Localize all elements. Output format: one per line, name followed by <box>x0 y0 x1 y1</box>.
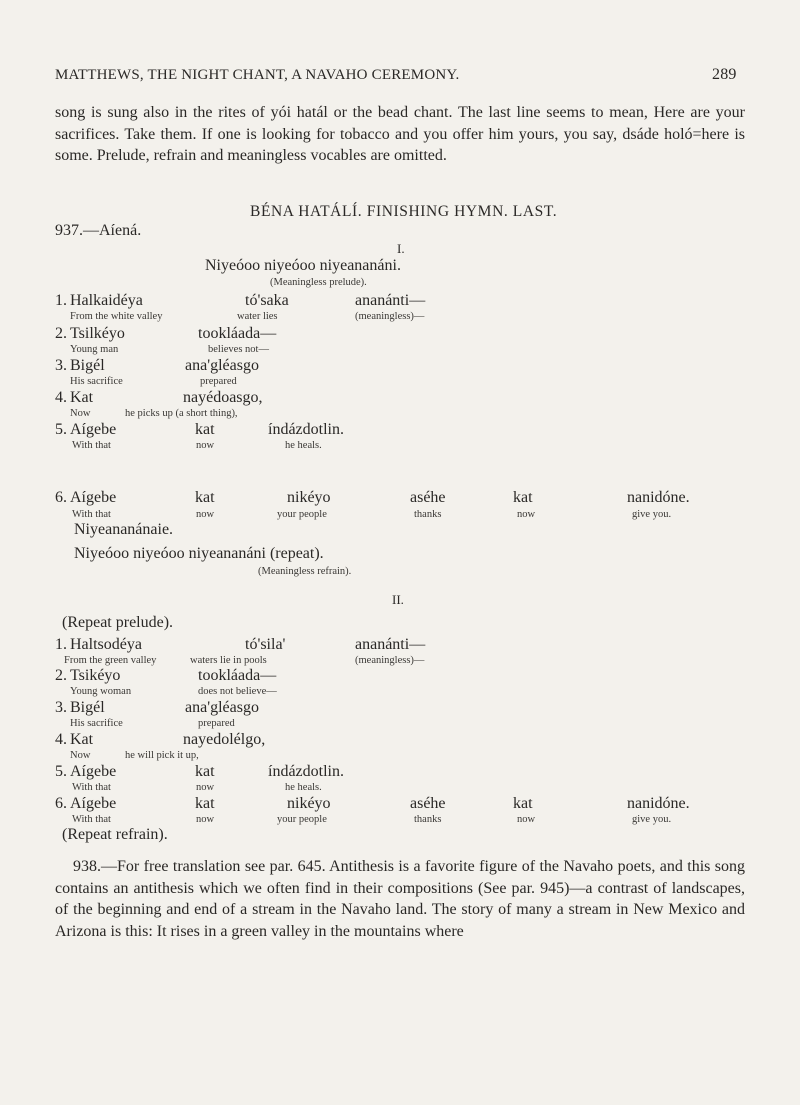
verse-word: Aígebe <box>70 421 117 438</box>
gloss-word: prepared <box>200 376 237 387</box>
line-number: 2. <box>55 667 67 684</box>
part-one-prelude: Niyeóoo niyeóoo niyeananáni. <box>205 257 401 274</box>
line-number: 3. <box>55 357 67 374</box>
verse-word: tookláada— <box>198 325 277 342</box>
gloss-word: (meaningless)— <box>355 311 425 322</box>
verse-word: Bigél <box>70 699 105 716</box>
gloss-word: give you. <box>632 814 672 825</box>
gloss-word: give you. <box>632 509 672 520</box>
part-two-repeat-prelude: (Repeat prelude). <box>62 614 174 631</box>
gloss-word: Now <box>70 750 91 761</box>
verse-word: nayedolélgo, <box>183 731 266 748</box>
gloss-word: now <box>196 814 215 825</box>
gloss-word: he heals. <box>285 440 322 451</box>
gloss-word: thanks <box>414 509 442 520</box>
verse-word: aséhe <box>410 795 446 812</box>
verse-word: ana'gléasgo <box>185 699 259 716</box>
gloss-word: water lies <box>237 311 278 322</box>
part-one-refrain-note: (Meaningless refrain). <box>258 566 352 577</box>
gloss-word: he picks up (a short thing), <box>125 408 238 419</box>
line-number: 2. <box>55 325 67 342</box>
gloss-word: does not believe— <box>198 686 277 697</box>
verse-word: kat <box>195 489 215 506</box>
intro-paragraph: song is sung also in the rites of yói hatál or the bead chant. The last line seems to mean, Here are your sacrifices. Take them. If one is looking for tobacco and you offer him yours, you say, dsáde holó=here is some. Prelude, refrain and meaningless vocables are omitted. <box>55 104 745 165</box>
verse-word: kat <box>513 795 533 812</box>
gloss-word: With that <box>72 814 111 825</box>
gloss-word: your people <box>277 814 327 825</box>
gloss-word: With that <box>72 782 111 793</box>
verse-word: índázdotlin. <box>268 421 344 438</box>
line-number: 4. <box>55 389 67 406</box>
verse-word: kat <box>195 421 215 438</box>
gloss-word: From the green valley <box>64 655 157 666</box>
gloss-word: now <box>196 509 215 520</box>
line-number: 5. <box>55 421 67 438</box>
verse-word: tó'sila' <box>245 636 286 653</box>
verse-word: Tsilkéyo <box>70 325 125 342</box>
verse-word: tookláada— <box>198 667 277 684</box>
gloss-word: His sacrifice <box>70 376 123 387</box>
page-number: 289 <box>712 66 737 83</box>
verse-word: kat <box>195 763 215 780</box>
gloss-word: With that <box>72 440 111 451</box>
verse-word: ananánti— <box>355 292 426 309</box>
line-number: 1. <box>55 636 67 653</box>
verse-word: kat <box>513 489 533 506</box>
gloss-word: Young woman <box>70 686 132 697</box>
verse-word: Aígebe <box>70 763 117 780</box>
gloss-word: he heals. <box>285 782 322 793</box>
line-number: 6. <box>55 489 67 506</box>
gloss-word: prepared <box>198 718 235 729</box>
running-title: MATTHEWS, THE NIGHT CHANT, A NAVAHO CEREMONY. <box>55 67 460 83</box>
verse-word: aséhe <box>410 489 446 506</box>
gloss-word: now <box>196 782 215 793</box>
verse-word: kat <box>195 795 215 812</box>
gloss-word: now <box>517 509 536 520</box>
part-two-numeral: II. <box>392 592 404 607</box>
verse-word: Halkaidéya <box>70 292 143 309</box>
section-title: BÉNA HATÁLÍ. FINISHING HYMN. LAST. <box>250 203 558 220</box>
gloss-word: waters lie in pools <box>190 655 267 666</box>
line-number: 6. <box>55 795 67 812</box>
gloss-word: believes not— <box>208 344 269 355</box>
verse-word: ananánti— <box>355 636 426 653</box>
gloss-word: From the white valley <box>70 311 163 322</box>
verse-word: nanidóne. <box>627 795 690 812</box>
verse-word: nikéyo <box>287 489 331 506</box>
line-number: 1. <box>55 292 67 309</box>
gloss-word: Young man <box>70 344 119 355</box>
line-number: 5. <box>55 763 67 780</box>
part-one-prelude-note: (Meaningless prelude). <box>270 277 367 288</box>
gloss-word: His sacrifice <box>70 718 123 729</box>
gloss-word: now <box>517 814 536 825</box>
gloss-word: your people <box>277 509 327 520</box>
verse-word: Aígebe <box>70 795 117 812</box>
verse-word: nanidóne. <box>627 489 690 506</box>
part-one-closing: Niyeananánaie. <box>74 521 174 538</box>
verse-word: tó'saka <box>245 292 289 309</box>
gloss-word: thanks <box>414 814 442 825</box>
part-two-repeat-refrain: (Repeat refrain). <box>62 826 168 843</box>
gloss-word: now <box>196 440 215 451</box>
verse-word: Tsikéyo <box>70 667 121 684</box>
gloss-word: Now <box>70 408 91 419</box>
verse-word: Kat <box>70 389 94 406</box>
verse-word: Kat <box>70 731 94 748</box>
verse-word: nayédoasgo, <box>183 389 263 406</box>
line-number: 3. <box>55 699 67 716</box>
line-number: 4. <box>55 731 67 748</box>
part-one-refrain: Niyeóoo niyeóoo niyeananáni (repeat). <box>74 545 324 562</box>
item-937-heading: 937.—Aíená. <box>55 222 142 239</box>
part-one-numeral: I. <box>397 241 405 256</box>
gloss-word: With that <box>72 509 111 520</box>
verse-word: índázdotlin. <box>268 763 344 780</box>
verse-word: nikéyo <box>287 795 331 812</box>
gloss-word: (meaningless)— <box>355 655 425 666</box>
verse-word: Haltsodéya <box>70 636 142 653</box>
closing-paragraph: 938.—For free translation see par. 645. Antithesis is a favorite figure of the Navaho poets, and this song contains an antithesis which we often find in their compositions (See par. 945)—a contrast of landscapes, of the beginning and end of a stream in the Navaho land. The story of many a stream in New Mexico and Arizona is this: It rises in a green valley in the mountains where <box>55 858 745 940</box>
gloss-word: he will pick it up, <box>125 750 199 761</box>
verse-word: Aígebe <box>70 489 117 506</box>
verse-word: ana'gléasgo <box>185 357 259 374</box>
verse-word: Bigél <box>70 357 105 374</box>
